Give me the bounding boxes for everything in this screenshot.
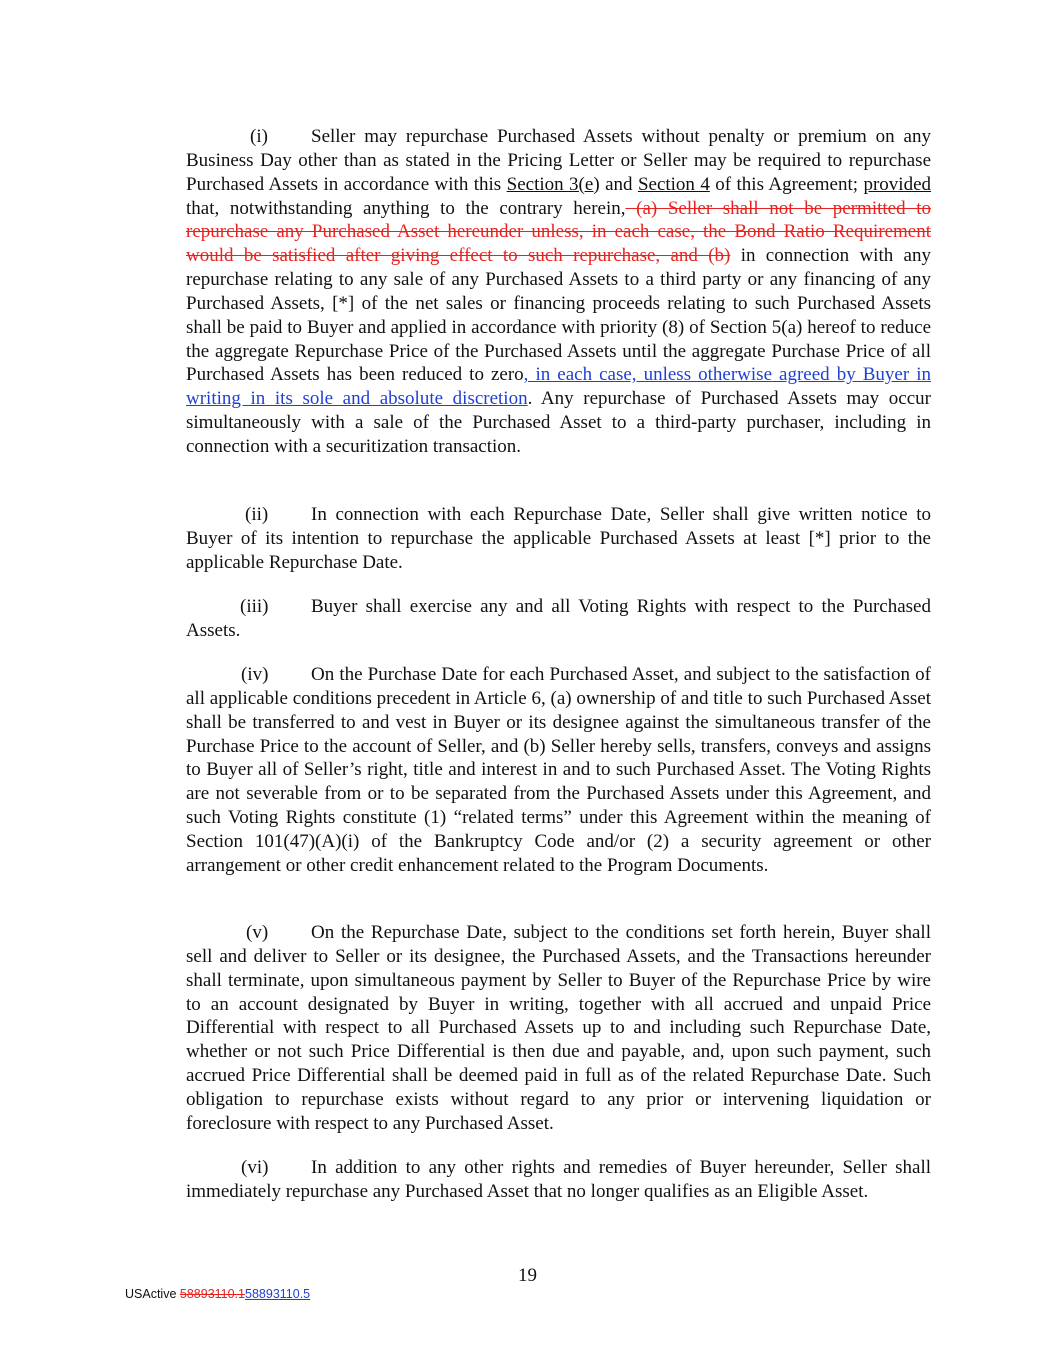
paragraph-text: . Any repurchase of Purchased Assets may occur simultaneously with a sale of the Purchased Asset to a third-party purchaser, including in connection with a securitization transaction. — [186, 388, 931, 457]
paragraph-text: On the Repurchase Date, subject to the conditions set forth herein, Buyer shall sell and deliver to Seller or its designee, the Purchased Assets, and the Transactions hereunder shall terminate, upon simultaneous payment by Seller to Buyer of the Repurchase Price by wire to an account designated by Buyer in writing, together with all accrued and unpaid Price Differential with respect to all Purchased Assets up to and including such Repurchase Date, whether or not such Price Differential is then due and payable, and, upon such payment, such accrued Price Differential shall be deemed paid in full as of the related Repurchase Date. Such obligation to repurchase exists without regard to any prior or intervening liquidation or foreclosure with respect to any Purchased Asset. — [186, 922, 931, 1134]
page-number: 19 — [518, 1265, 537, 1286]
paragraph-text: Buyer shall exercise any and all Voting Rights with respect to the Purchased Assets. — [186, 596, 931, 641]
paragraph-text: In addition to any other rights and remedies of Buyer hereunder, Seller shall immediately repurchase any Purchased Asset that no longer qualifies as an Eligible Asset. — [186, 1157, 931, 1202]
paragraph-number: (i) — [250, 126, 268, 147]
paragraph-iii — [186, 595, 931, 643]
paragraph-number: (v) — [246, 922, 269, 943]
paragraph-text: in connection with any repurchase relating to any sale of any Purchased Assets to a third party or any financing of any Purchased Assets, [*] of the net sales or financing proceeds relating to such Purchased Assets shall be paid to Buyer and applied in accordance with priority (8) of Section 5(a) hereof to reduce the aggregate Repurchase Price of the Purchased Assets until the aggregate Purchase Price of all Purchased Assets has been reduced to zero — [186, 245, 931, 386]
footer-deleted-id: 58893110.1 — [179, 1287, 246, 1301]
deleted-text: (a) Seller shall not be permitted to repurchase any Purchased Asset hereunder unless, in each case, the Bond Ratio Requirement would be satisfied after giving effect to such repurchase, and (b) — [186, 197, 931, 267]
paragraph-text: On the Purchase Date for each Purchased Asset, and subject to the satisfaction of all applicable conditions precedent in Article 6, (a) ownership of and title to such Purchased Asset shall be transferred to and vest in Buyer or its designee against the simultaneous transfer of the Purchase Price to the account of Seller, and (b) Seller hereby sells, transfers, conveys and assigns to Buyer all of Seller’s right, title and interest in and to such Purchased Asset. The Voting Rights are not severable from or to be separated from the Purchased Assets under this Agreement, and such Voting Rights constitute (1) “related terms” under this Agreement within the meaning of Section 101(47)(A)(i) of the Bankruptcy Code and/or (2) a security agreement or other arrangement or other credit enhancement related to the Program Documents. — [186, 664, 931, 876]
paragraph-vi — [186, 1156, 931, 1204]
inserted-text: , in each case, unless otherwise agreed by Buyer in writing in its sole and absolute discretion — [186, 364, 931, 410]
provided-term: provided — [863, 173, 932, 195]
footer-prefix: USActive — [125, 1287, 180, 1301]
paragraph-number: (ii) — [245, 504, 269, 525]
paragraph-number: (iii) — [240, 596, 269, 617]
paragraph-text: and — [599, 173, 638, 195]
paragraph-text: In connection with each Repurchase Date, Seller shall give written notice to Buyer of its intention to repurchase the applicable Purchased Assets at least [*] prior to the applicable Repurchase Date. — [186, 504, 931, 573]
section-4-reference: Section 4 — [637, 173, 710, 195]
paragraph-v — [186, 921, 931, 1136]
paragraph-number: (iv) — [241, 664, 269, 685]
paragraph-text: of this Agreement; — [709, 173, 864, 195]
section-3e-reference: Section 3(e) — [506, 173, 600, 195]
footer-inserted-id: 58893110.5 — [245, 1287, 311, 1301]
paragraph-i — [186, 125, 931, 459]
paragraph-text: Seller may repurchase Purchased Assets without penalty or premium on any Business Day other than as stated in the Pricing Letter or Seller may be required to repurchase Purchased Assets in accordance with this — [186, 126, 931, 195]
document-id-footer — [125, 1287, 310, 1301]
paragraph-iv — [186, 663, 931, 878]
paragraph-number: (vi) — [241, 1157, 269, 1178]
paragraph-text: that, notwithstanding anything to the contrary herein, — [186, 197, 626, 219]
paragraph-ii — [186, 503, 931, 575]
